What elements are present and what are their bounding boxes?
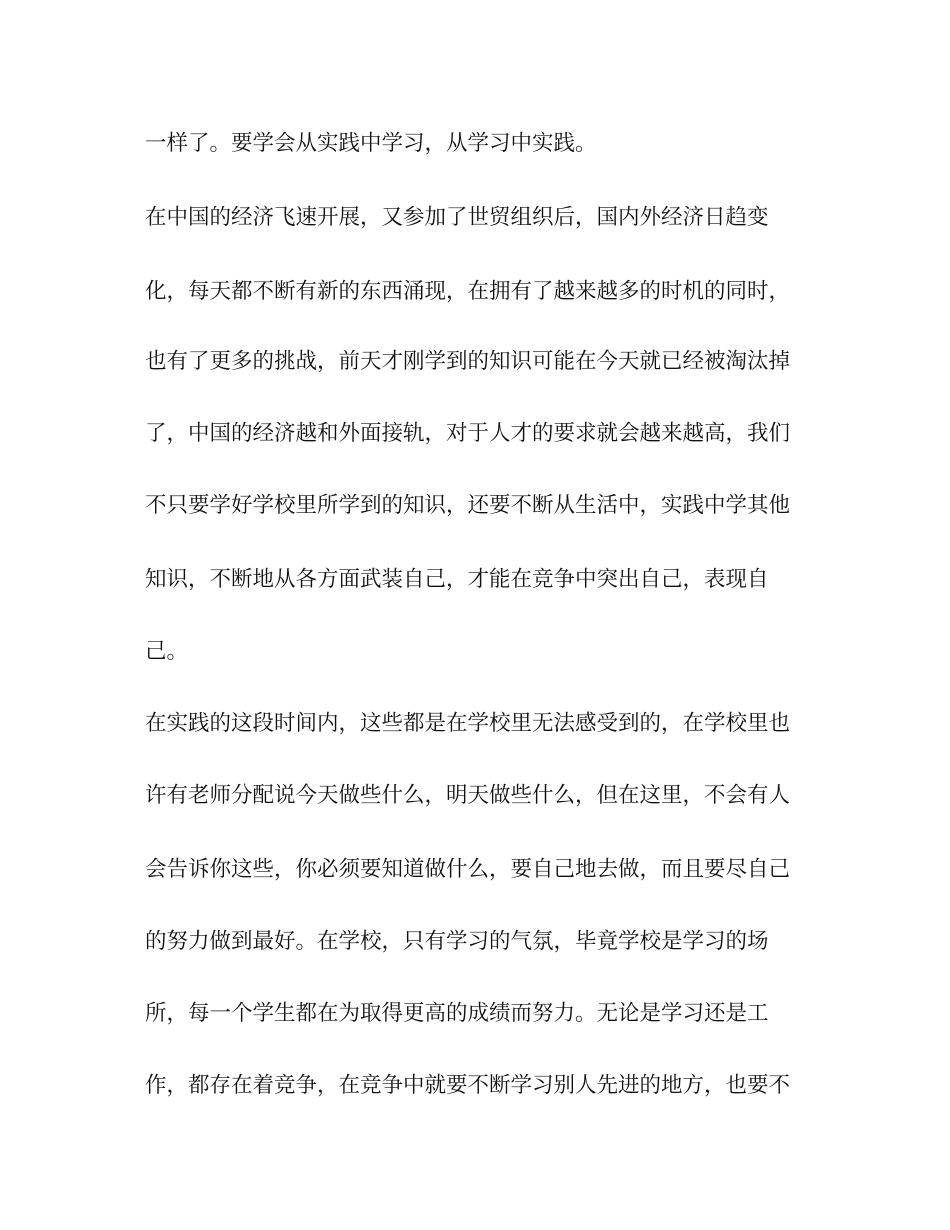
text-line: 许有老师分配说今天做些什么，明天做些什么，但在这里，不会有人 (145, 783, 791, 808)
text-line: 了，中国的经济越和外面接轨，对于人才的要求就会越来越高，我们 (145, 421, 791, 446)
text-line: 一样了。要学会从实践中学习，从学习中实践。 (145, 131, 597, 156)
text-line: 会告诉你这些，你必须要知道做什么，要自己地去做，而且要尽自己 (145, 857, 791, 882)
text-line: 化，每天都不断有新的东西涌现，在拥有了越来越多的时机的同时， (145, 279, 791, 304)
text-line: 作，都存在着竞争，在竞争中就要不断学习别人先进的地方，也要不 (145, 1073, 791, 1098)
text-line: 也有了更多的挑战，前天才刚学到的知识可能在今天就已经被淘汰掉 (145, 349, 791, 374)
text-line: 己。 (145, 639, 189, 664)
text-line: 的努力做到最好。在学校，只有学习的气氛，毕竟学校是学习的场 (145, 929, 769, 954)
text-line: 所，每一个学生都在为取得更高的成绩而努力。无论是学习还是工 (145, 1001, 769, 1026)
text-line: 知识，不断地从各方面武装自己，才能在竞争中突出自己，表现自 (145, 567, 769, 592)
text-line: 不只要学好学校里所学到的知识，还要不断从生活中，实践中学其他 (145, 493, 791, 518)
text-line: 在中国的经济飞速开展，又参加了世贸组织后，国内外经济日趋变 (145, 205, 769, 230)
text-line: 在实践的这段时间内，这些都是在学校里无法感受到的，在学校里也 (145, 711, 791, 736)
